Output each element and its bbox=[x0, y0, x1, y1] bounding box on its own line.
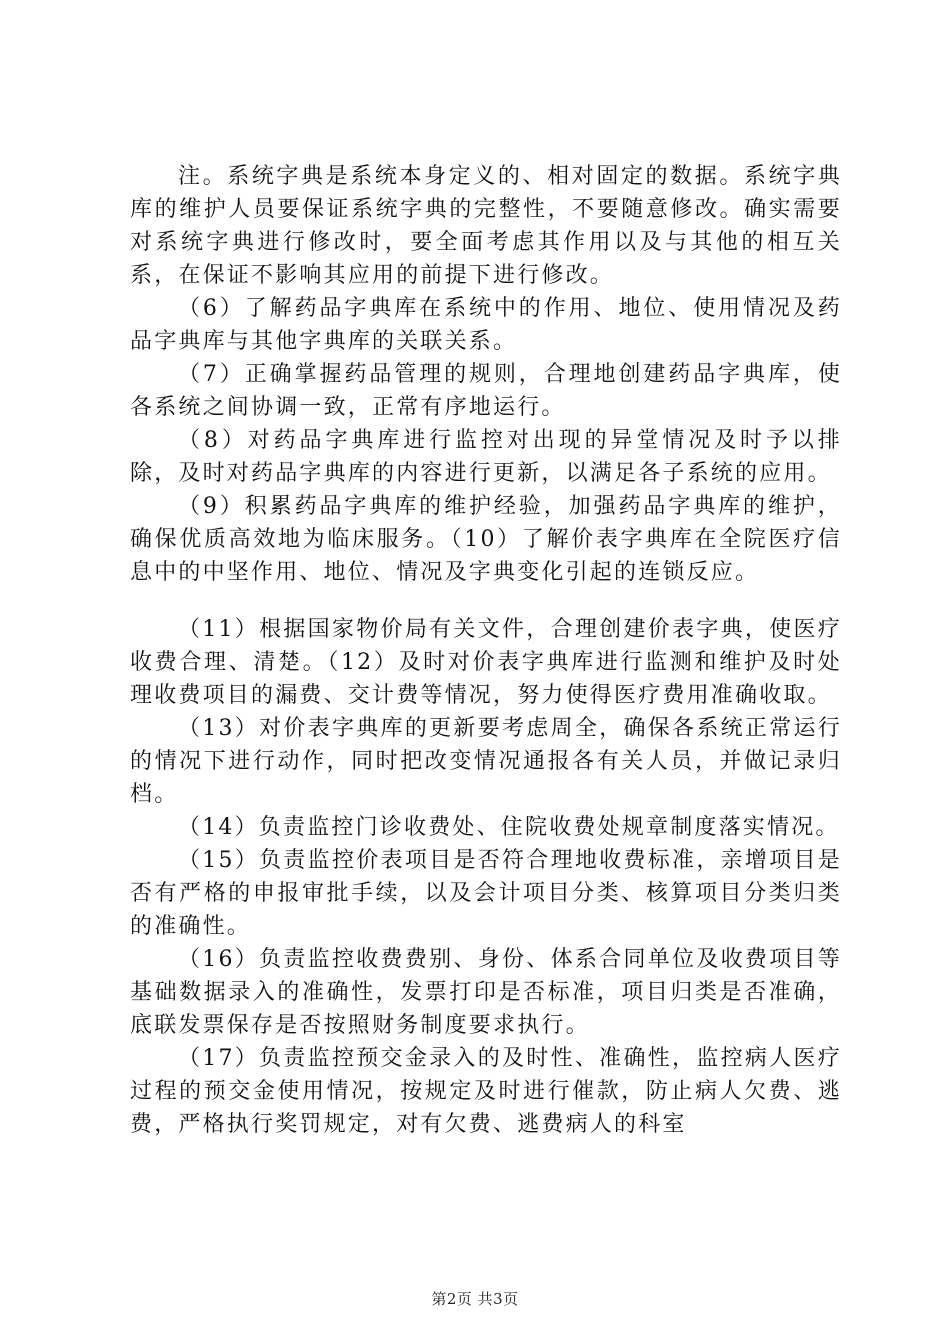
document-body bbox=[130, 160, 842, 1141]
paragraph-item-17: （17）负责监控预交金录入的及时性、准确性，监控病人医疗过程的预交金使用情况，按规定及时进行催款，防止病人欠费、逃费，严格执行奖罚规定，对有欠费、逃费病人的科室 bbox=[130, 1046, 842, 1137]
paragraph-item-15: （15）负责监控价表项目是否符合理地收费标准，亲增项目是否有严格的申报审批手续，以及会计项目分类、核算项目分类归类的准确性。 bbox=[130, 848, 842, 939]
paragraph-item-6: （6）了解药品字典库在系统中的作用、地位、使用情况及药品字典库与其他字典库的关联关系。 bbox=[130, 296, 842, 354]
paragraph-item-16: （16）负责监控收费费别、身份、体系合同单位及收费项目等基础数据录入的准确性，发票打印是否标准，项目归类是否准确，底联发票保存是否按照财务制度要求执行。 bbox=[130, 947, 842, 1038]
paragraph-item-7: （7）正确掌握药品管理的规则，合理地创建药品字典库，使各系统之间协调一致，正常有序地运行。 bbox=[130, 362, 842, 420]
paragraph-system-dictionary: 注。系统字典是系统本身定义的、相对固定的数据。系统字典库的维护人员要保证系统字典的完整性，不要随意修改。确实需要对系统字典进行修改时，要全面考虑其作用以及与其他的相互关系，在保证不影响其应用的前提下进行修改。 bbox=[130, 164, 842, 288]
paragraph-item-11-12: （11）根据国家物价局有关文件，合理创建价表字典，使医疗收费合理、清楚。（12）及时对价表字典库进行监测和维护及时处理收费项目的漏费、交计费等情况，努力使得医疗费用准确收取。 bbox=[130, 617, 842, 708]
page-number-footer: 第2页 共3页 bbox=[431, 1290, 519, 1308]
paragraph-item-9-10: （9）积累药品字典库的维护经验，加强药品字典库的维护，确保优质高效地为临床服务。（10）了解价表字典库在全院医疗信息中的中坚作用、地位、情况及字典变化引起的连锁反应。 bbox=[130, 494, 842, 585]
paragraph-item-8: （8）对药品字典库进行监控对出现的异堂情况及时予以排除，及时对药品字典库的内容进行更新，以满足各子系统的应用。 bbox=[130, 428, 842, 486]
paragraph-item-14: （14）负责监控门诊收费处、住院收费处规章制度落实情况。 bbox=[178, 815, 840, 840]
paragraph-item-13: （13）对价表字典库的更新要考虑周全，确保各系统正常运行的情况下进行动作，同时把改变情况通报各有关人员，并做记录归档。 bbox=[130, 716, 842, 807]
paragraph-gap bbox=[130, 589, 842, 613]
